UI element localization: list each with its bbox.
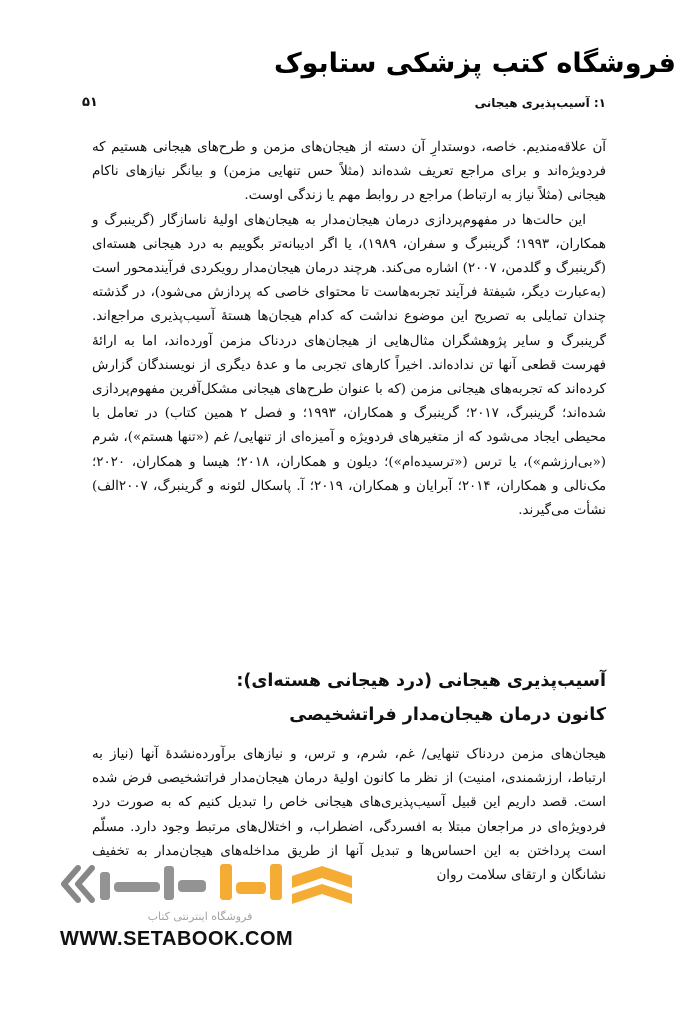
logo-wordmark-gray: [100, 866, 206, 900]
section-heading-line-1: آسیب‌پذیری هیجانی (درد هیجانی هسته‌ای):: [236, 671, 606, 691]
logo-wordmark-orange: [220, 864, 352, 904]
section-heading-line-2: کانون درمان هیجان‌مدار فراتشخیصی: [289, 705, 606, 725]
paragraph: آن علاقه‌مندیم. خاصه، دوستدارِ آن دسته از هیجان‌های مزمن و طرح‌های هیجانی هستیم که فردویژه‌اند و برای مراجع تعریف شده‌اند (مثلاً حس تنهایی مزمن) و بیانگر نیازهای ناکام هیجانی (مثلاً نیاز به ارتباط) مراجع در روابط مهم یا زندگی اوست.: [92, 140, 606, 204]
page-number: ۵۱: [82, 95, 98, 110]
section-heading: [60, 664, 606, 732]
logo-tagline: فروشگاه اینترنتی کتاب: [147, 910, 253, 923]
running-head: [60, 95, 606, 110]
setabook-url: WWW.SETABOOK.COM: [60, 928, 294, 950]
paragraph: این حالت‌ها در مفهوم‌پردازی درمان هیجان‌مدار به هیجان‌های اولیهٔ ناسازگار (گرینبرگ و همکاران، ۱۹۹۳؛ گرینبرگ و سفران، ۱۹۸۹)، یا اگر ادیبانه‌تر بگوییم به درد هیجانی هسته‌ای (گرینبرگ و گلدمن، ۲۰۰۷) اشاره می‌کند. هرچند درمان هیجان‌مدار رویکردی فرآیندمحور است (به‌عبارت دیگر، شیفتهٔ فرآیند تجربه‌هاست تا محتوای خاصی که پردازش می‌شود)، در گذشته چندان تمایلی به تصریح این موضوع نداشت که کدام هیجان‌ها هستهٔ آسیب‌پذیری مراجع‌اند. گرینبرگ و سایر پژوهشگران مثال‌هایی از هیجان‌های دردناک مزمن آورده‌اند، اما به ارائهٔ فهرست قطعی آنها تن نداده‌اند. اخیراً کارهای تجربی ما و عدهٔ دیگری از نویسندگان گزارش کرده‌اند که تجربه‌های هیجانی مزمن (که با عنوان طرح‌های هیجانی مشکل‌آفرین مفهوم‌پردازی شده‌اند؛ گرینبرگ، ۲۰۱۷؛ گرینبرگ و همکاران، ۱۹۹۳؛ و فصل ۲ همین کتاب) در تعامل با محیطی ایجاد می‌شود که از متغیرهای فردویژه و آمیزه‌ای از تنهایی/ غم («تنها هستم»)، شرم («بی‌ارزشم»)، یا ترس («ترسیده‌ام»)؛ دیلون و همکاران، ۲۰۱۸؛ هیسا و همکاران، ۲۰۲۰؛ مک‌نالی و همکاران، ۲۰۱۴؛ آبرایان و همکاران، ۲۰۱۹؛ آ. پاسکال لئونه و گرینبرگ، ۲۰۰۷الف) نشأت می‌گیرند.: [92, 212, 607, 519]
store-title: فروشگاه کتب پزشکی ستابوک: [273, 48, 676, 79]
paragraph: هیجان‌های مزمن دردناک تنهایی/ غم، شرم، و ترس، و نیازهای برآورده‌نشدهٔ آنها (نیاز به ارتباط، ارزشمندی، امنیت) از نظر ما کانون اولیهٔ درمان هیجان‌مدار فراتشخیصی فرض شده است. قصد داریم این قبیل آسیب‌پذیری‌های هیجانی خاص را تبدیل کنیم که به صورت درد فردویژه‌ای در مراجعان مبتلا به افسردگی، اضطراب، و اختلال‌های مرتبط وجود دارد. مسلّم است پرداختن به این احساس‌ها و تبدیل آنها از طریق مداخله‌های هیجان‌مدار به تخفیف نشانگان و ارتقای سلامت روان: [92, 747, 606, 884]
body-section-1: [92, 136, 606, 523]
chevrons-icon: [64, 868, 92, 900]
setabook-logo: [60, 858, 390, 928]
chapter-title: ۱: آسیب‌پذیری هیجانی: [474, 95, 606, 110]
